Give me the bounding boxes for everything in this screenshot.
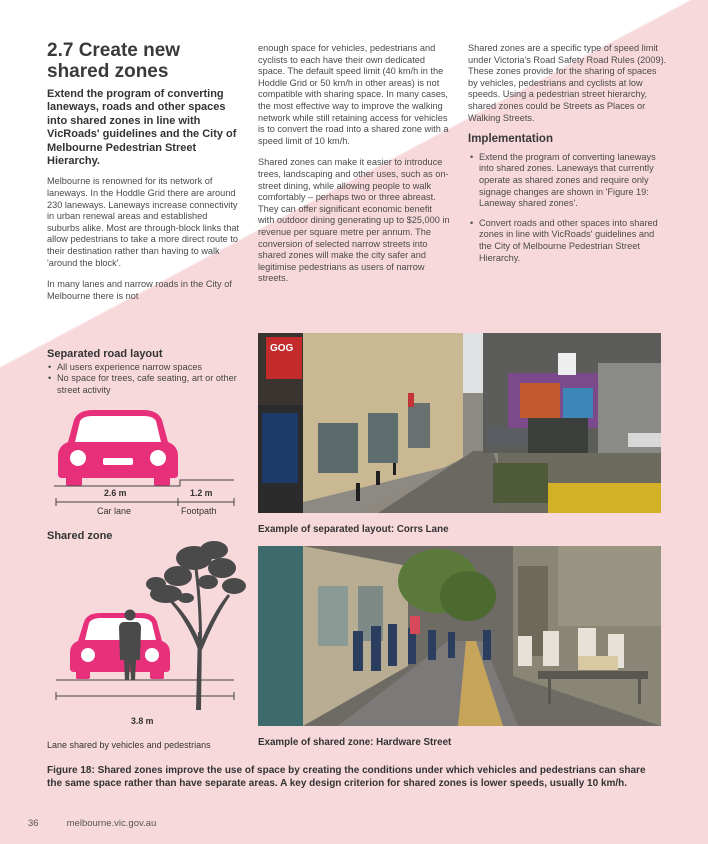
section-title-line1: 2.7 Create new xyxy=(47,40,181,61)
label-footpath: Footpath xyxy=(181,506,217,516)
figure-caption: Figure 18: Shared zones improve the use of space by creating the conditions under which vehicles and pedestrians can share the same space rather than have separate areas. A key design criterion for shared zones is lower speeds, usually 10 km/h. xyxy=(47,765,646,789)
section-title-line2: shared zones xyxy=(47,61,169,82)
list-item: • Extend the program of converting laneways into shared zones. Laneways that currently operate as shared zones and require only signage changes are shown in 'Figure 19: Laneway shared zones'. xyxy=(468,152,668,210)
sign-text: GOG xyxy=(270,343,294,354)
shared-zone-heading: Shared zone xyxy=(47,530,113,542)
section-intro: Extend the program of converting laneways, roads and other spaces into shared zones in line with VicRoads' guidelines and the City of Melbourne Pedestrian Street Hierarchy. xyxy=(47,88,237,168)
shared-zone-diagram xyxy=(48,532,248,732)
tree-icon xyxy=(146,541,246,710)
separated-layout-heading: Separated road layout xyxy=(47,348,163,360)
list-item: • All users experience narrow spaces xyxy=(47,362,247,373)
label-car-lane: Car lane xyxy=(97,506,132,516)
column-3 xyxy=(468,43,668,272)
column-2 xyxy=(258,43,450,295)
separated-layout-list xyxy=(47,362,247,396)
caption-hardware-street: Example of shared zone: Hardware Street xyxy=(258,737,452,748)
caption-corrs-lane: Example of separated layout: Corrs Lane xyxy=(258,524,449,535)
photo-hardware-street xyxy=(258,546,661,726)
paragraph: In many lanes and narrow roads in the City of Melbourne there is not xyxy=(47,279,232,301)
label-shared-lane: Lane shared by vehicles and pedestrians xyxy=(47,740,211,750)
paragraph: Shared zones can make it easier to introduce trees, landscaping and other uses, such as on-street dining, while allowing people to walk comfortably – perhaps two or three abreast. They can offer significant economic benefit with outdoor dining generating up to $25,000 in revenue per square metre per annum. The conversion of selected narrow streets into shared zones will make the city safer and legitimise pedestrians as users of narrow streets. xyxy=(258,157,450,284)
paragraph: Shared zones are a specific type of speed limit under Victoria's Road Safety Road Rules (2009). These zones provide for the sharing of spaces by vehicles, pedestrians and cyclists at low speeds. Using a pedestrian street hierarchy, shared zones could be Streets as Places or Walking Streets. xyxy=(468,43,667,123)
list-item: • No space for trees, cafe seating, art or other street activity xyxy=(47,373,247,396)
site-link[interactable]: melbourne.vic.gov.au xyxy=(66,818,157,829)
dimension-shared-lane: 3.8 m xyxy=(131,716,154,726)
separated-car-diagram xyxy=(48,408,248,518)
implementation-list xyxy=(468,152,668,264)
section-title xyxy=(47,40,242,82)
car-icon xyxy=(48,408,248,518)
dimension-car-lane: 2.6 m xyxy=(104,488,127,498)
implementation-heading: Implementation xyxy=(468,133,553,146)
paragraph: Melbourne is renowned for its network of laneways. In the Hoddle Grid there are around 230 laneways. Laneways increase connectivity in urban renewal areas and established suburbs alike. Most are through-block links that allow pedestrians to take a more direct route to their destination rather than having to walk 'around the block'. xyxy=(47,176,240,268)
column-1 xyxy=(47,40,242,312)
list-item: • Convert roads and other spaces into shared zones in line with VicRoads' guidelines and the City of Melbourne Pedestrian Street Hierarchy. xyxy=(468,218,668,264)
paragraph: enough space for vehicles, pedestrians and cyclists to each have their own dedicated space. The default speed limit (40 km/h in the Hoddle Grid or 50 km/h in other areas) is not compatible with sharing space. In many cases, the most effective way to improve the walking network while still retaining access for vehicles is to convert the road into a shared zone with a speed limit of 10 km/h. xyxy=(258,43,449,146)
photo-corrs-lane xyxy=(258,333,661,513)
page-number: 36 xyxy=(28,818,39,829)
page-footer xyxy=(28,818,156,829)
dimension-footpath: 1.2 m xyxy=(190,488,213,498)
